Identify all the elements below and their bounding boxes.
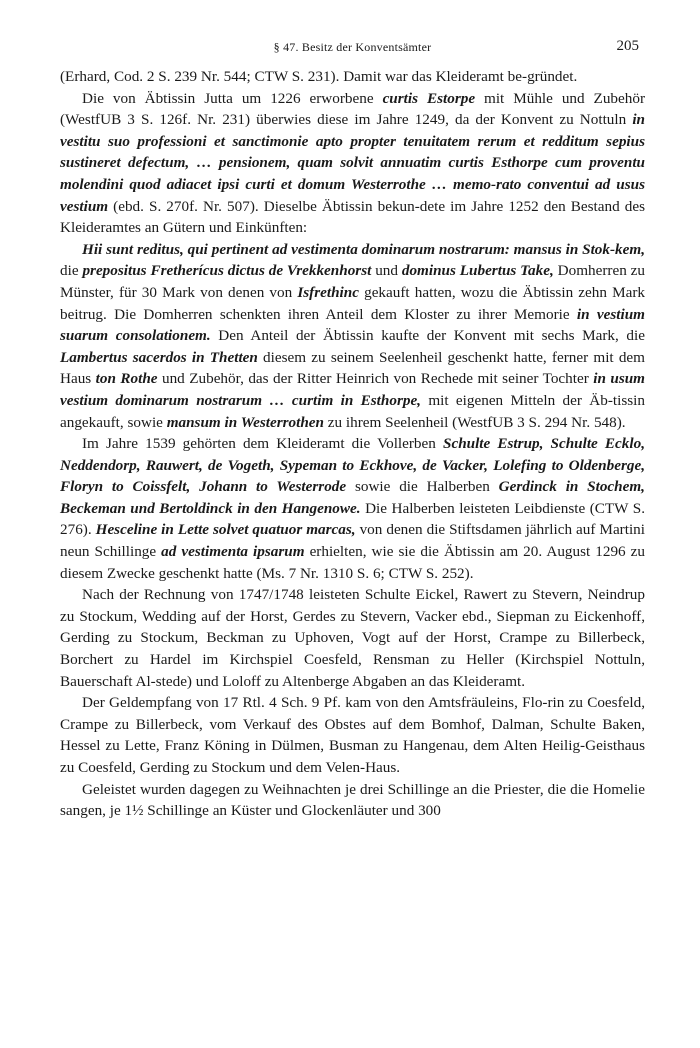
latin-quotation: ad vestimenta ipsarum — [161, 543, 305, 561]
text-run: Die von Äbtissin Jutta um 1226 erworbene — [82, 89, 383, 107]
text-run: zu ihrem Seelenheil (WestfUB 3 S. 294 Nr. 548). — [323, 413, 626, 431]
body-text — [60, 66, 645, 822]
latin-quotation: curtis Estorpe — [382, 89, 476, 107]
latin-quotation: Gerdinck in Stochem, Beckeman und Bertoldinck in den Hangenowe. — [60, 478, 645, 517]
paragraph — [60, 433, 645, 584]
paragraph — [60, 88, 645, 239]
latin-quotation: Hii sunt reditus, qui pertinent ad vestimenta dominarum nostrarum: mansus in Stok-kem, — [82, 240, 645, 258]
latin-quotation: Isfrethinc — [297, 283, 359, 301]
paragraph — [60, 584, 645, 692]
text-run: Nach der Rechnung von 1747/1748 leisteten Schulte Eickel, Rawert zu Stevern, Neindrup zu Stockum, Wedding auf der Horst, Gerdes zu Stevern, Vacker ebd., Siepman zu Eickenhoff, Gerding zu Stockum, Beckman zu Uphoven, Vogt auf der Horst, Crampe zu Billerbeck, Borchert zu Hardel im Kirchspiel Coesfeld, Rensman zu Heller (Kirchspiel Nottuln, Bauerschaft Al-stede) und Loloff zu Altenberge Abgaben an das Kleideramt. — [60, 586, 645, 690]
text-run: mit Mühle und Zubehör (WestfUB 3 S. 126f. Nr. 231) überwies diese im Jahre 1249, da der Konvent zu Nottuln — [60, 89, 646, 129]
text-run: (Erhard, Cod. 2 S. 239 Nr. 544; CTW S. 231). Damit war das Kleideramt be-gründet. — [60, 68, 578, 85]
paragraph — [60, 239, 645, 433]
latin-quotation: in usum vestium dominarum nostrarum … curtim in Esthorpe, — [60, 370, 645, 409]
text-run: von denen die Stiftsdamen jährlich auf Martini neun Schillinge — [60, 521, 645, 561]
running-title: § 47. Besitz der Konventsämter — [273, 40, 432, 54]
text-run: und Zubehör, das der Ritter Heinrich von Rechede mit seiner Tochter — [157, 370, 594, 388]
page-number: 205 — [616, 38, 639, 54]
text-run: diesem zu seinem Seelenheil geschenkt hatte, ferner mit dem Haus — [60, 348, 645, 388]
text-run: die — [60, 262, 83, 280]
running-header — [60, 36, 645, 60]
latin-quotation: dominus Lubertus Take, — [401, 262, 554, 280]
text-run: Der Geldempfang von 17 Rtl. 4 Sch. 9 Pf. kam von den Amtsfräuleins, Flo-rin zu Coesfeld, Crampe zu Billerbeck, vom Verkauf des Obstes auf dem Bomhof, Dalman, Schulte Baken, Hessel zu Lette, Franz Köning in Dülmen, Busman zu Hangenau, dem Alten Heilig-Geisthaus zu Coesfeld, Gerding zu Stockum und dem Velen-Haus. — [60, 694, 645, 776]
text-run: Domherren zu Münster, für 30 Mark von denen von — [60, 262, 646, 301]
paragraph — [60, 692, 645, 778]
text-run: mit eigenen Mitteln der Äb-tissin angekauft, sowie — [60, 391, 645, 431]
latin-quotation: prepositus Fretherícus dictus de Vrekkenhorst — [82, 262, 372, 280]
latin-quotation: Lambertus sacerdos in Thetten — [60, 348, 258, 366]
latin-quotation: Schulte Estrup, Schulte Ecklo, Neddendorp, Rauwert, de Vogeth, Sypeman to Eckhove, de Vacker, Lolefing to Oldenberge, Floryn to Coissfelt, Johann to Westerrode — [60, 435, 646, 496]
latin-quotation: mansum in Westerrothen — [166, 413, 324, 431]
text-run: (ebd. S. 270f. Nr. 507). Dieselbe Äbtissin bekun-dete im Jahre 1252 den Bestand des Kleideramtes an Gütern und Einkünften: — [60, 197, 645, 237]
text-run: erhielten, wie sie die Äbtissin am 20. August 1296 zu diesem Zwecke geschenkt hatte (Ms. 7 Nr. 1310 S. 6; CTW S. 252). — [60, 543, 645, 582]
text-run: sowie die Halberben — [346, 478, 499, 496]
text-run: Den Anteil der Äbtissin kaufte der Konvent mit sechs Mark, die — [210, 327, 645, 345]
latin-quotation: Hesceline in Lette solvet quatuor marcas, — [95, 521, 356, 539]
paragraph — [60, 779, 645, 822]
text-run: Die Halberben leisteten Leibdienste (CTW S. 276). — [60, 499, 645, 539]
text-run: Geleistet wurden dagegen zu Weihnachten je drei Schillinge an die Priester, die die Homelie sangen, je 1½ Schillinge an Küster und Glockenläuter und 300 — [60, 780, 645, 820]
book-page — [60, 36, 645, 822]
latin-quotation: in vestitu suo professioni et sanctimonie apto propter tenuitatem rerum et redditum sepius sustineret defectum, … pensionem, quam solvit annuatim curtis Esthorpe cum proventu molendini quod adiacet ipsi curti et domum Westerrothe … memo-rato conventui ad usus vestium — [60, 111, 645, 215]
text-run: Im Jahre 1539 gehörten dem Kleideramt die Vollerben — [82, 435, 443, 453]
text-run: gekauft hatten, wozu die Äbtissin zehn Mark beitrug. Die Domherren schenkten ihren Anteil dem Kloster zu ihrer Memorie — [60, 283, 645, 323]
paragraph — [60, 66, 645, 88]
latin-quotation: ton Rothe — [95, 370, 158, 388]
text-run: und — [371, 262, 402, 280]
latin-quotation: in vestium suarum consolationem. — [60, 305, 645, 345]
